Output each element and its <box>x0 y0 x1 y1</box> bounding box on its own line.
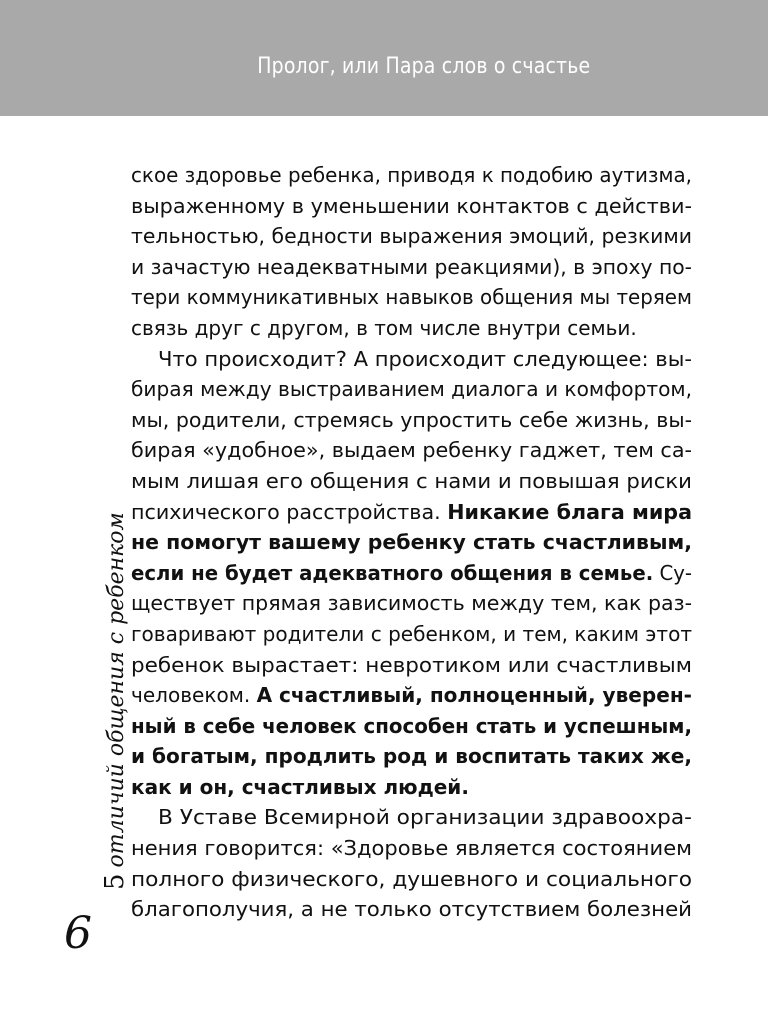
text-line <box>131 650 692 681</box>
text-line-content <box>131 894 692 925</box>
text-segment: выраженному в уменьшении контактов с действи- <box>131 193 693 218</box>
text-line-content <box>131 650 692 681</box>
text-line-content <box>131 282 692 313</box>
bold-text-segment: ный в себе человек способен стать и успешным, <box>131 713 693 738</box>
text-line <box>131 252 692 283</box>
text-line <box>131 191 692 222</box>
page-number: 6 <box>64 908 92 959</box>
bold-text-segment: Никакие блага мира <box>447 499 693 524</box>
text-line-content <box>131 680 692 711</box>
text-segment: В Уставе Всемирной организации здравоохра- <box>158 805 693 830</box>
text-line-content <box>131 588 692 619</box>
text-line-content <box>131 466 692 497</box>
text-line-content <box>131 833 692 864</box>
text-segment: тельностью, бедности выражения эмоций, резкими <box>131 224 693 249</box>
text-segment: нения говорится: «Здоровье является состоянием <box>131 836 692 861</box>
text-line-content <box>158 344 692 375</box>
text-segment: мы, родители, стремясь упростить себе жизнь, вы- <box>131 407 693 432</box>
text-line <box>131 344 692 375</box>
text-segment: Что происходит? А происходит следующее: вы- <box>158 346 693 371</box>
text-line <box>131 772 692 803</box>
text-line <box>131 588 692 619</box>
text-line <box>131 435 692 466</box>
bold-text-segment: как и он, счастливых людей. <box>131 774 469 799</box>
header-band <box>0 0 768 116</box>
text-line <box>131 680 692 711</box>
text-line-content <box>158 802 692 833</box>
text-line-content <box>131 405 692 436</box>
text-line <box>131 864 692 895</box>
text-line-content <box>131 191 692 222</box>
bold-text-segment: не помогут вашему ребенку стать счастливым, <box>131 530 692 555</box>
bold-text-segment: А счастливый, полноценный, уверен- <box>256 683 692 708</box>
text-segment: и зачастую неадекватными реакциями), в эпоху по- <box>131 254 692 279</box>
text-line <box>131 711 692 742</box>
text-line-content <box>131 252 692 283</box>
text-line-content <box>131 741 692 772</box>
text-segment: ществует прямая зависимость между тем, как раз- <box>131 591 692 616</box>
text-line <box>131 313 692 344</box>
text-line <box>131 497 692 528</box>
text-segment: говаривают родители с ребенком, и тем, каким этот <box>131 621 693 646</box>
text-line-content <box>131 497 692 528</box>
text-line <box>131 741 692 772</box>
text-line-content <box>131 221 692 252</box>
text-line <box>131 527 692 558</box>
text-line <box>131 802 692 833</box>
text-segment: Су- <box>653 560 693 585</box>
text-line <box>131 221 692 252</box>
side-book-title <box>100 512 130 890</box>
text-line <box>131 160 692 191</box>
text-line <box>131 466 692 497</box>
text-segment: бирая «удобное», выдаем ребенку гаджет, тем са- <box>131 438 693 463</box>
text-line <box>131 833 692 864</box>
text-line-content <box>131 374 692 405</box>
bold-text-segment: и богатым, продлить род и воспитать таких же, <box>131 744 693 769</box>
body-text <box>131 160 692 925</box>
text-segment: тери коммуникативных навыков общения мы теряем <box>131 285 692 310</box>
running-title: Пролог, или Пара слов о счастье <box>256 54 590 79</box>
text-line <box>131 558 692 589</box>
text-segment: ребенок вырастает: невротиком или счастливым <box>131 652 693 677</box>
side-book-title-text: отличий общения с ребенком <box>104 512 129 868</box>
text-segment: благополучия, а не только отсутствием болезней <box>131 897 693 922</box>
text-line-content <box>131 558 692 589</box>
side-book-number: 5 <box>100 873 130 890</box>
text-line-content <box>131 711 692 742</box>
text-segment: полного физического, душевного и социального <box>131 866 693 891</box>
text-segment: человеком. <box>131 683 257 708</box>
text-segment: мым лишая его общения с нами и повышая риски <box>131 468 692 493</box>
text-line <box>131 894 692 925</box>
text-segment: ское здоровье ребенка, приводя к подобию аутизма, <box>131 163 693 187</box>
text-segment: бирая между выстраиванием диалога и комфортом, <box>131 377 693 402</box>
text-line <box>131 405 692 436</box>
text-line-content <box>131 772 469 803</box>
text-line-content <box>131 864 692 895</box>
text-line <box>131 374 692 405</box>
text-line-content <box>131 435 692 466</box>
text-line-content <box>131 313 637 344</box>
text-line-content <box>131 619 692 650</box>
text-line-content <box>131 527 692 558</box>
text-line <box>131 619 692 650</box>
bold-text-segment: если не будет адекватного общения в семье. <box>131 560 654 585</box>
text-line-content <box>131 160 692 191</box>
text-line <box>131 282 692 313</box>
text-segment: связь друг с другом, в том числе внутри семьи. <box>131 315 637 340</box>
text-segment: психического расстройства. <box>131 499 448 524</box>
